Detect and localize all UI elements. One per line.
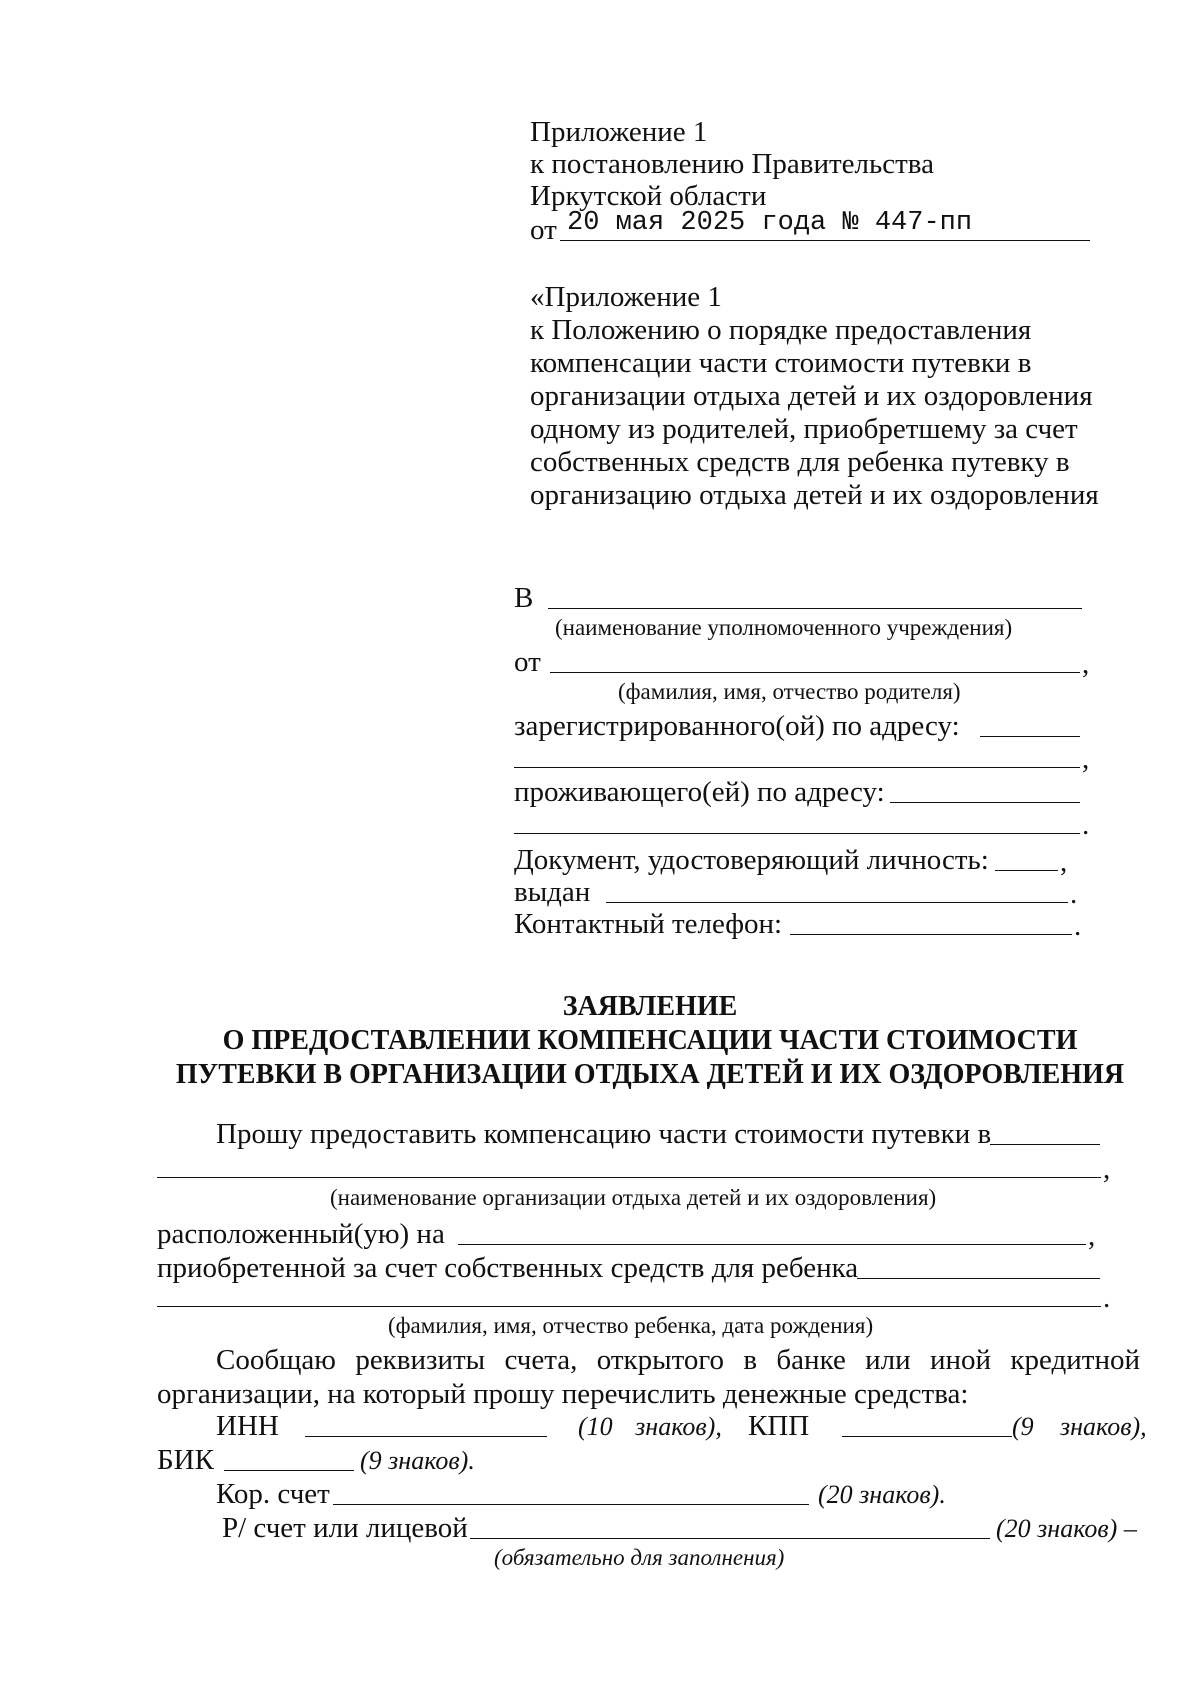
period: . [1082, 809, 1090, 841]
request-text: Прошу предоставить компенсацию части стоимости путевки в [216, 1118, 992, 1150]
comma: , [1082, 648, 1090, 680]
sub-appendix-line: организацию отдыха детей и их оздоровления [530, 479, 1099, 511]
document-title: ЗАЯВЛЕНИЕ [562, 991, 738, 1022]
institution-field[interactable] [548, 608, 1082, 609]
inn-hint: (10 знаков), [578, 1412, 722, 1441]
purchased-label: приобретенной за счет собственных средств для ребенка [157, 1252, 859, 1284]
parent-name-field[interactable] [550, 672, 1080, 673]
registered-address-field-2[interactable] [514, 767, 1080, 768]
appendix-title: Приложение 1 [530, 116, 708, 148]
sub-appendix-line: компенсации части стоимости путевки в [530, 347, 1032, 379]
document-title-line-3: ПУТЕВКИ В ОРГАНИЗАЦИИ ОТДЫХА ДЕТЕЙ И ИХ ОЗДОРОВЛЕНИЯ [175, 1059, 1125, 1090]
issued-label: выдан [514, 876, 591, 908]
kpp-hint-open: (9 [1012, 1412, 1034, 1441]
region-line: Иркутской области [530, 180, 767, 212]
comma: , [1088, 1220, 1096, 1252]
child-field-2[interactable] [157, 1306, 1101, 1307]
sub-appendix-line: одному из родителей, приобретшему за счет [530, 413, 1078, 445]
child-field[interactable] [857, 1278, 1100, 1279]
bik-field[interactable] [224, 1470, 354, 1471]
comma: , [1060, 846, 1068, 878]
comma: , [1082, 743, 1090, 775]
organization-hint: (наименование организации отдыха детей и их оздоровления) [330, 1185, 937, 1210]
resolution-date-number: 20 мая 2025 года № 447-пп [567, 208, 973, 238]
mandatory-note: (обязательно для заполнения) [494, 1545, 785, 1570]
comma: , [1103, 1153, 1111, 1185]
kpp-hint-close: знаков), [1060, 1412, 1147, 1441]
registered-address-label: зарегистрированного(ой) по адресу: [514, 710, 960, 742]
issued-field[interactable] [606, 902, 1068, 903]
kor-account-hint: (20 знаков). [818, 1480, 946, 1509]
phone-label: Контактный телефон: [514, 908, 783, 940]
organization-field[interactable] [990, 1144, 1100, 1145]
sub-appendix-line: собственных средств для ребенка путевку в [530, 446, 1070, 478]
phone-field[interactable] [790, 934, 1072, 935]
kor-account-label: Кор. счет [216, 1478, 330, 1510]
period: . [1074, 910, 1082, 942]
document-title-line-2: О ПРЕДОСТАВЛЕНИИ КОМПЕНСАЦИИ ЧАСТИ СТОИМОСТИ [222, 1025, 1078, 1056]
living-address-field-2[interactable] [514, 833, 1080, 834]
account-intro-line-1: Сообщаю реквизиты счета, открытого в банке или иной кредитной [216, 1344, 1140, 1376]
child-hint: (фамилия, имя, отчество ребенка, дата рождения) [388, 1313, 874, 1338]
kpp-label: КПП [748, 1410, 810, 1442]
date-underline [560, 240, 1090, 241]
located-label: расположенный(ую) на [157, 1218, 445, 1250]
organization-field-2[interactable] [157, 1177, 1101, 1178]
settlement-account-field[interactable] [470, 1538, 990, 1539]
kpp-field[interactable] [842, 1436, 1012, 1437]
id-document-field[interactable] [995, 870, 1058, 871]
to-label: В [514, 582, 534, 614]
period: . [1103, 1282, 1111, 1314]
id-document-label: Документ, удостоверяющий личность: [514, 844, 989, 876]
date-from-label: от [530, 214, 557, 246]
location-field[interactable] [458, 1244, 1086, 1245]
settlement-account-hint: (20 знаков) – [996, 1514, 1137, 1543]
resolution-line: к постановлению Правительства [530, 148, 934, 180]
settlement-account-label: Р/ счет или лицевой [222, 1512, 468, 1544]
kor-account-field[interactable] [333, 1504, 809, 1505]
living-address-label: проживающего(ей) по адресу: [514, 776, 885, 808]
from-label: от [514, 646, 541, 678]
sub-appendix-line: организации отдыха детей и их оздоровления [530, 380, 1093, 412]
sub-appendix-line: к Положению о порядке предоставления [530, 314, 1032, 346]
inn-field[interactable] [305, 1436, 547, 1437]
account-intro-line-2: организации, на который прошу перечислить денежные средства: [157, 1378, 969, 1410]
inn-label: ИНН [216, 1410, 279, 1442]
living-address-field[interactable] [890, 802, 1080, 803]
institution-hint: (наименование уполномоченного учреждения) [555, 615, 1013, 640]
parent-name-hint: (фамилия, имя, отчество родителя) [618, 679, 961, 704]
sub-appendix-line: «Приложение 1 [530, 281, 722, 313]
bik-label: БИК [157, 1444, 214, 1476]
bik-hint: (9 знаков). [360, 1446, 475, 1475]
period: . [1070, 878, 1078, 910]
registered-address-field[interactable] [980, 736, 1080, 737]
